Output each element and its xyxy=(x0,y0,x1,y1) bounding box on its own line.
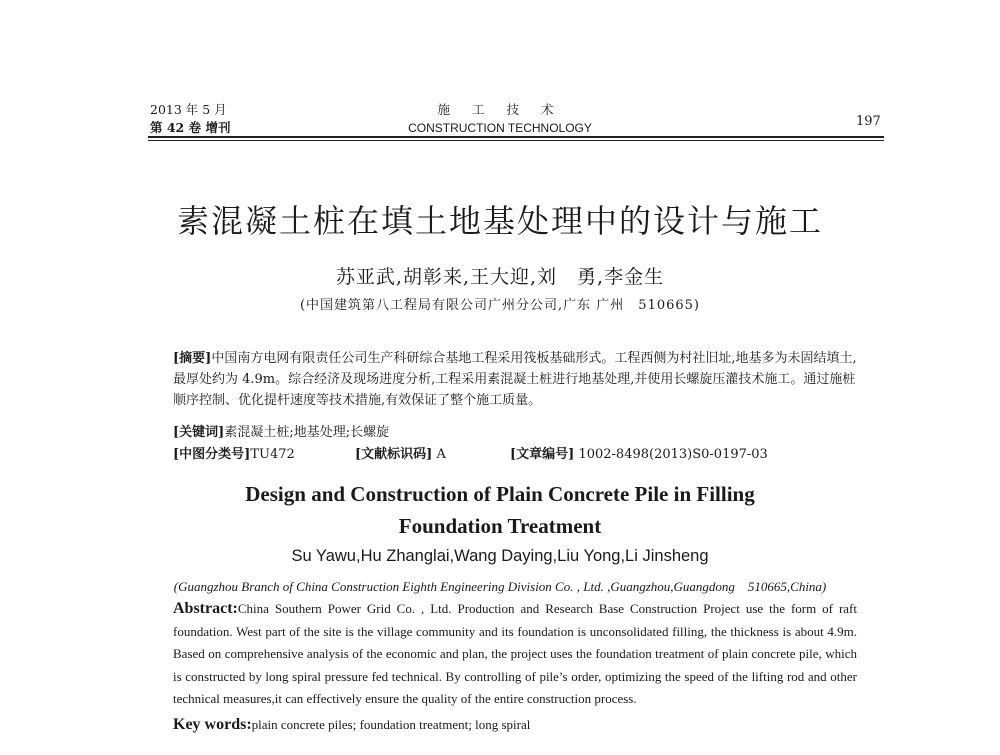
document-code-label: [文献标识码] xyxy=(355,447,433,462)
title-en-line1: Design and Construction of Plain Concrete Pile in Filling xyxy=(245,482,755,506)
header-rule xyxy=(148,136,884,138)
running-header-journal xyxy=(0,101,1000,137)
abstract-zh xyxy=(173,348,863,411)
keywords-zh-label: [关键词] xyxy=(173,425,225,440)
keywords-en-label: Key words: xyxy=(173,716,252,733)
journal-name-en: CONSTRUCTION TECHNOLOGY xyxy=(408,121,592,135)
authors-en: Su Yawu,Hu Zhanglai,Wang Daying,Liu Yong,Li Jinsheng xyxy=(291,547,709,565)
title-zh: 素混凝土桩在填土地基处理中的设计与施工 xyxy=(176,202,823,240)
abstract-en-label: Abstract: xyxy=(173,600,238,617)
affiliation-zh: (中国建筑第八工程局有限公司广州分公司,广东 广州 510665) xyxy=(299,298,701,313)
title-en xyxy=(0,478,1000,542)
issue-date: 2013 年 5 月 xyxy=(150,102,227,117)
abstract-zh-label: [摘要] xyxy=(173,351,212,366)
journal-name-zh: 施 工 技 术 xyxy=(437,102,563,117)
document-code-value: A xyxy=(436,447,446,462)
abstract-zh-text: 中国南方电网有限责任公司生产科研综合基地工程采用筏板基础形式。工程西侧为村社旧址,地基多为未固结填土,最厚处约为 4.9m。综合经济及现场进度分析,工程采用素混凝土桩进行地基处理,并使用长螺旋压灌技术施工。通过施桩顺序控制、优化提杆速度等技术措施,有效保证了整个施工质量。 xyxy=(173,351,857,408)
clc-label: [中图分类号] xyxy=(173,447,251,462)
keywords-en-text: plain concrete piles; foundation treatment; long spiral xyxy=(251,717,531,732)
abstract-en-text: China Southern Power Grid Co. , Ltd. Production and Research Base Construction Project use the form of raft foundation. West part of the site is the village community and its foundation is unconsolidated filling, the thickness is about 4.9m. Based on comprehensive analysis of the economic and plan, the project uses the foundation treatment of plain concrete pile, which is constructed by long spiral pressure fed technical. By controlling of pile’s order, optimizing the speed of the lifting rod and other technical measures,it can effectively ensure the quality of the entire construction process. xyxy=(173,601,857,706)
article-number-value: 1002-8498(2013)S0-0197-03 xyxy=(578,447,768,462)
article-number-label: [文章编号] xyxy=(510,447,575,462)
volume-info: 第 42 卷 增刊 xyxy=(150,120,231,135)
clc-value: TU472 xyxy=(250,447,295,462)
keywords-en xyxy=(173,716,530,734)
article-number xyxy=(510,443,768,462)
authors-zh: 苏亚武,胡彰来,王大迎,刘 勇,李金生 xyxy=(335,266,665,288)
title-en-line2: Foundation Treatment xyxy=(398,514,602,538)
header-rule-thin xyxy=(148,140,884,141)
abstract-en xyxy=(173,598,857,711)
clc-number xyxy=(173,443,295,462)
keywords-zh xyxy=(173,421,389,440)
page-number: 197 xyxy=(856,114,881,129)
document-code xyxy=(355,443,446,462)
keywords-zh-text: 素混凝土桩;地基处理;长螺旋 xyxy=(224,425,390,440)
affiliation-en: (Guangzhou Branch of China Construction Eighth Engineering Division Co. , Ltd. ,Guangzhou,Guangdong 510665,China) xyxy=(173,579,827,594)
